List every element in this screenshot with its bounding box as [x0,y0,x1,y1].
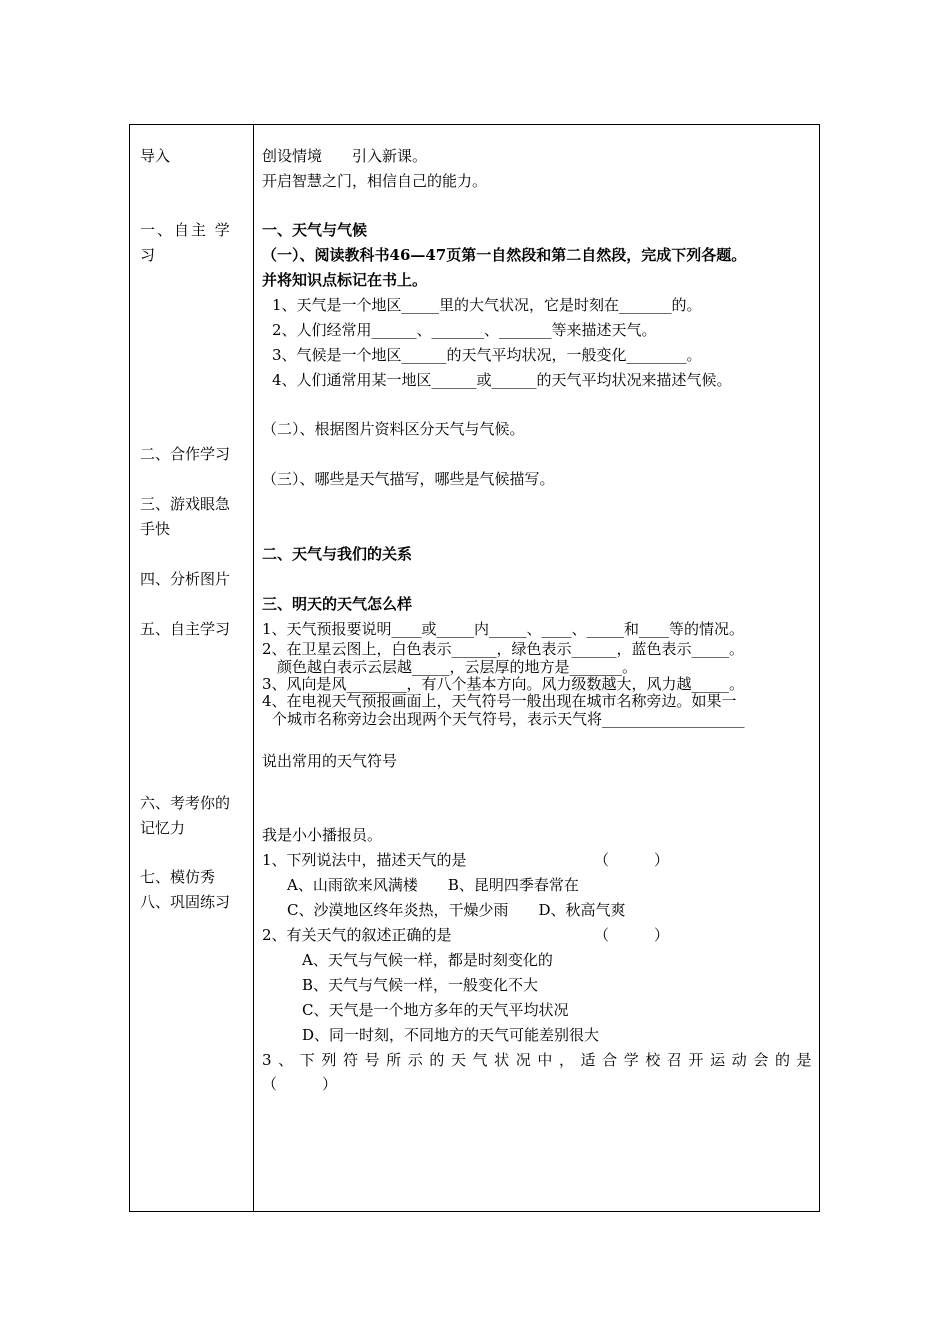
exercise-3: 3、下列符号所示的天气状况中，适合学校召开运动会的是 [262,1051,819,1069]
exercise-3-answer: （ ） [262,1075,338,1093]
column-divider [253,124,254,1212]
forecast-question-1: 1、天气预报要说明____或_____内_____、____、_____和____等的情况。 [262,620,745,638]
exercise-2-option-b: B、天气与气候一样，一般变化不大 [302,976,539,994]
label-imitation: 七、模仿秀 [140,868,216,886]
question-1: 1、天气是一个地区_____里的大气状况，它是时刻在_______的。 [272,296,702,314]
exercise-2: 2、有关天气的叙述正确的是 （ ） [262,926,670,944]
label-self-study-1b: 习 [140,246,156,264]
section-heading-relationship: 二、天气与我们的关系 [262,545,413,563]
forecast-question-4b: 个城市名称旁边会出现两个天气符号，表示天气将___________________ [272,710,745,728]
broadcaster-title: 我是小小播报员。 [262,826,383,844]
intro-line-1: 创设情境 引入新课。 [262,147,428,165]
forecast-question-4: 4、在电视天气预报画面上，天气符号一般出现在城市名称旁边。如果一 [262,692,737,710]
exercise-1: 1、下列说法中，描述天气的是 （ ） [262,851,670,869]
label-memory: 六、考考你的 [140,794,231,812]
reading-task: （一）、阅读教科书46—47页第一自然段和第二自然段，完成下列各题。 [262,246,747,264]
weather-symbols-prompt: 说出常用的天气符号 [262,752,398,770]
exercise-1-options-cd: C、沙漠地区终年炎热，干燥少雨 D、秋高气爽 [287,901,626,919]
section-heading-weather-climate: 一、天气与气候 [262,221,368,239]
label-intro: 导入 [140,147,171,165]
label-cooperation: 二、合作学习 [140,445,231,463]
label-memory-b: 记忆力 [140,819,186,837]
task-2: （二）、根据图片资料区分天气与气候。 [262,420,525,438]
forecast-question-2: 2、在卫星云图上，白色表示______，绿色表示______，蓝色表示_____。 [262,640,745,658]
exercise-2-option-a: A、天气与气候一样，都是时刻变化的 [302,951,553,969]
intro-line-2: 开启智慧之门，相信自己的能力。 [262,172,488,190]
task-3: （三）、哪些是天气描写，哪些是气候描写。 [262,470,555,488]
forecast-question-3: 3、风向是风________，有八个基本方向。风力级数越大，风力越_____。 [262,675,745,693]
exercise-1-options-ab: A、山雨欲来风满楼 B、昆明四季春常在 [287,876,579,894]
label-self-study-1: 一、自主 学 [140,221,232,239]
forecast-question-2b: 颜色越白表示云层越_____，云层厚的地方是_______。 [277,658,638,676]
exercise-2-option-d: D、同一时刻，不同地方的天气可能差别很大 [302,1026,600,1044]
label-practice: 八、巩固练习 [140,893,231,911]
question-3: 3、气候是一个地区______的天气平均状况，一般变化________。 [272,346,702,364]
section-heading-tomorrow: 三、明天的天气怎么样 [262,595,413,613]
label-self-study-2: 五、自主学习 [140,620,231,638]
reading-task-b: 并将知识点标记在书上。 [262,271,428,289]
label-game-b: 手快 [140,520,171,538]
label-game: 三、游戏眼急 [140,495,231,513]
question-4: 4、人们通常用某一地区______或______的天气平均状况来描述气候。 [272,371,732,389]
label-analyze-pictures: 四、分析图片 [140,570,231,588]
exercise-2-option-c: C、天气是一个地方多年的天气平均状况 [302,1001,569,1019]
question-2: 2、人们经常用______、_______、_______等来描述天气。 [272,321,657,339]
